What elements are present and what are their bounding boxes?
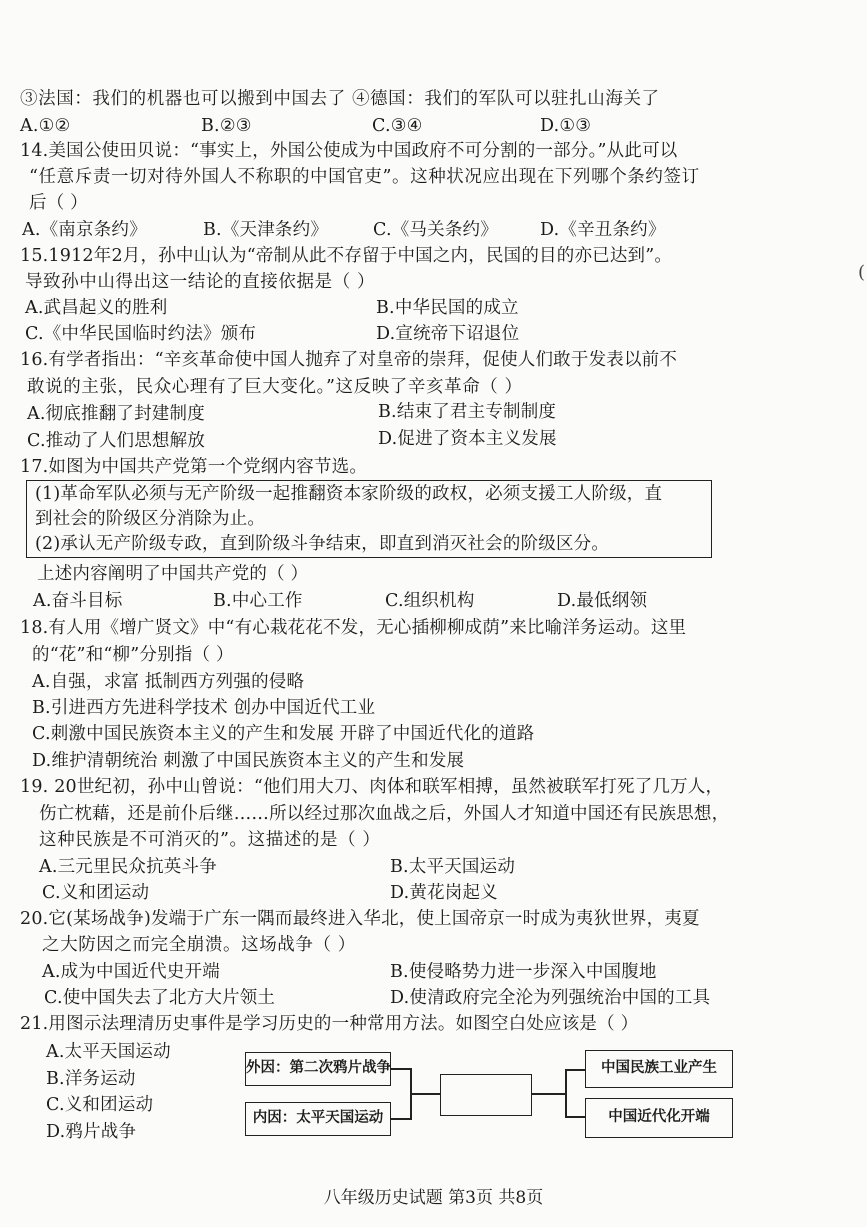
q20-stem-line2: 之大防因之而完全崩溃。这场战争（ ） bbox=[42, 935, 356, 955]
q14-option-d: D.《辛丑条约》 bbox=[540, 220, 666, 240]
q16-option-a: A.彻底推翻了封建制度 bbox=[27, 404, 205, 424]
q19-stem-line3: 这种民族是不可消灭的”。这描述的是（ ） bbox=[39, 830, 381, 850]
q13-option-d: D.①③ bbox=[540, 116, 592, 136]
q20-option-c: C.使中国失去了北方大片领土 bbox=[44, 988, 276, 1008]
q20-stem-line1: 20.它(某场战争)发端于广东一隅而最终进入华北，使上国帝京一时成为夷狄世界，夷夏 bbox=[20, 909, 700, 929]
diagram-blank-box bbox=[440, 1074, 532, 1116]
q15-option-b: B.中华民国的成立 bbox=[376, 298, 519, 318]
q19-stem-line2: 伤亡枕藉，还是前仆后继……所以经过那次血战之后，外国人才知道中国还有民族思想， bbox=[39, 804, 730, 824]
q16-option-b: B.结束了君主专制制度 bbox=[378, 402, 557, 422]
q21-option-b: B.洋务运动 bbox=[46, 1069, 136, 1089]
q17-excerpt-box bbox=[26, 480, 712, 558]
q20-option-b: B.使侵略势力进一步深入中国腹地 bbox=[390, 962, 657, 982]
diagram-box-internal-cause: 内因：太平天国运动 bbox=[245, 1102, 391, 1136]
diagram-box-result-industry: 中国民族工业产生 bbox=[585, 1050, 733, 1088]
q15-option-c: C.《中华民国临时约法》颁布 bbox=[25, 324, 257, 344]
q17-excerpt-line2: 到社会的阶级区分消除为止。 bbox=[35, 509, 266, 529]
q17-question: 上述内容阐明了中国共产党的（ ） bbox=[37, 564, 309, 584]
q17-option-c: C.组织机构 bbox=[385, 591, 475, 611]
q18-option-b: B.引进西方先进科学技术 创办中国近代工业 bbox=[32, 698, 376, 718]
diagram-box-result-modernization: 中国近代化开端 bbox=[585, 1098, 733, 1138]
diagram-connector bbox=[565, 1069, 567, 1117]
q19-option-d: D.黄花岗起义 bbox=[390, 883, 498, 903]
page-footer: 八年级历史试题 第3页 共8页 bbox=[323, 1188, 544, 1208]
q17-option-b: B.中心工作 bbox=[213, 591, 303, 611]
diagram-connector bbox=[391, 1118, 411, 1120]
diagram-connector bbox=[410, 1093, 440, 1095]
q14-stem-line3: 后（ ） bbox=[29, 193, 88, 213]
diagram-connector bbox=[565, 1116, 585, 1118]
diagram-box-external-cause: 外因：第二次鸦片战争 bbox=[245, 1052, 391, 1086]
q17-option-d: D.最低纲领 bbox=[557, 591, 648, 611]
q21-option-c: C.义和团运动 bbox=[46, 1095, 154, 1115]
q21-stem: 21.用图示法理清历史事件是学习历史的一种常用方法。如图空白处应该是（ ） bbox=[20, 1014, 639, 1034]
q19-option-b: B.太平天国运动 bbox=[390, 857, 516, 877]
diagram-connector bbox=[565, 1069, 585, 1071]
q17-option-a: A.奋斗目标 bbox=[33, 591, 123, 611]
q13-option-a: A.①② bbox=[20, 116, 71, 136]
q18-option-a: A.自强，求富 抵制西方列强的侵略 bbox=[32, 672, 305, 692]
q18-option-d: D.维护清朝统治 刺激了中国民族资本主义的产生和发展 bbox=[32, 751, 465, 771]
diagram-connector bbox=[532, 1093, 566, 1095]
q18-option-c: C.刺激中国民族资本主义的产生和发展 开辟了中国近代化的道路 bbox=[32, 724, 535, 744]
q14-option-c: C.《马关条约》 bbox=[373, 220, 498, 240]
q17-excerpt-line3: (2)承认无产阶级专政，直到阶级斗争结束，即直到消灭社会的阶级区分。 bbox=[35, 534, 610, 554]
q13-option-b: B.②③ bbox=[201, 116, 252, 136]
q20-option-d: D.使清政府完全沦为列强统治中国的工具 bbox=[390, 988, 711, 1008]
q16-stem-line2: 敢说的主张，民众心理有了巨大变化。”这反映了辛亥革命（ ） bbox=[27, 377, 523, 397]
edge-bracket-mark: ( bbox=[858, 262, 866, 283]
q20-option-a: A.成为中国近代史开端 bbox=[42, 962, 220, 982]
q16-option-d: D.促进了资本主义发展 bbox=[378, 429, 557, 449]
q17-excerpt-line1: (1)革命军队必须与无产阶级一起推翻资本家阶级的政权，必须支援工人阶级，直 bbox=[35, 484, 663, 504]
q15-stem-line1: 15.1912年2月，孙中山认为“帝制从此不存留于中国之内，民国的目的亦已达到”。 bbox=[20, 246, 673, 266]
q19-option-c: C.义和团运动 bbox=[42, 883, 150, 903]
q17-stem: 17.如图为中国共产党第一个党纲内容节选。 bbox=[20, 457, 368, 477]
q15-stem-line2: 导致孙中山得出这一结论的直接依据是（ ） bbox=[25, 272, 376, 292]
q19-option-a: A.三元里民众抗英斗争 bbox=[39, 857, 217, 877]
q15-option-a: A.武昌起义的胜利 bbox=[25, 298, 168, 318]
q13-items: ③法国：我们的机器也可以搬到中国去了 ④德国：我们的军队可以驻扎山海关了 bbox=[20, 89, 660, 109]
q13-option-c: C.③④ bbox=[372, 116, 423, 136]
q14-stem-line2: “任意斥责一切对待外国人不称职的中国官吏”。这种状况应出现在下列哪个条约签订 bbox=[29, 167, 700, 187]
q14-option-a: A.《南京条约》 bbox=[22, 220, 147, 240]
q19-stem-line1: 19. 20世纪初，孙中山曾说：“他们用大刀、肉体和联军相搏，虽然被联军打死了几万人， bbox=[20, 777, 724, 797]
q14-option-b: B.《天津条约》 bbox=[203, 220, 329, 240]
q18-stem-line2: 的“花”和“柳”分别指（ ） bbox=[32, 645, 234, 665]
q21-option-a: A.太平天国运动 bbox=[46, 1042, 171, 1062]
q15-option-d: D.宣统帝下诏退位 bbox=[376, 324, 520, 344]
q18-stem-line1: 18.有人用《增广贤文》中“有心栽花花不发，无心插柳柳成荫”来比喻洋务运动。这里 bbox=[20, 618, 687, 638]
q16-stem-line1: 16.有学者指出：“辛亥革命使中国人抛弃了对皇帝的崇拜，促使人们敢于发表以前不 bbox=[20, 350, 678, 370]
diagram-connector bbox=[391, 1068, 411, 1070]
q21-option-d: D.鸦片战争 bbox=[46, 1122, 137, 1142]
q16-option-c: C.推动了人们思想解放 bbox=[27, 431, 206, 451]
q14-stem-line1: 14.美国公使田贝说：“事实上，外国公使成为中国政府不可分割的一部分。”从此可以 bbox=[20, 141, 678, 161]
